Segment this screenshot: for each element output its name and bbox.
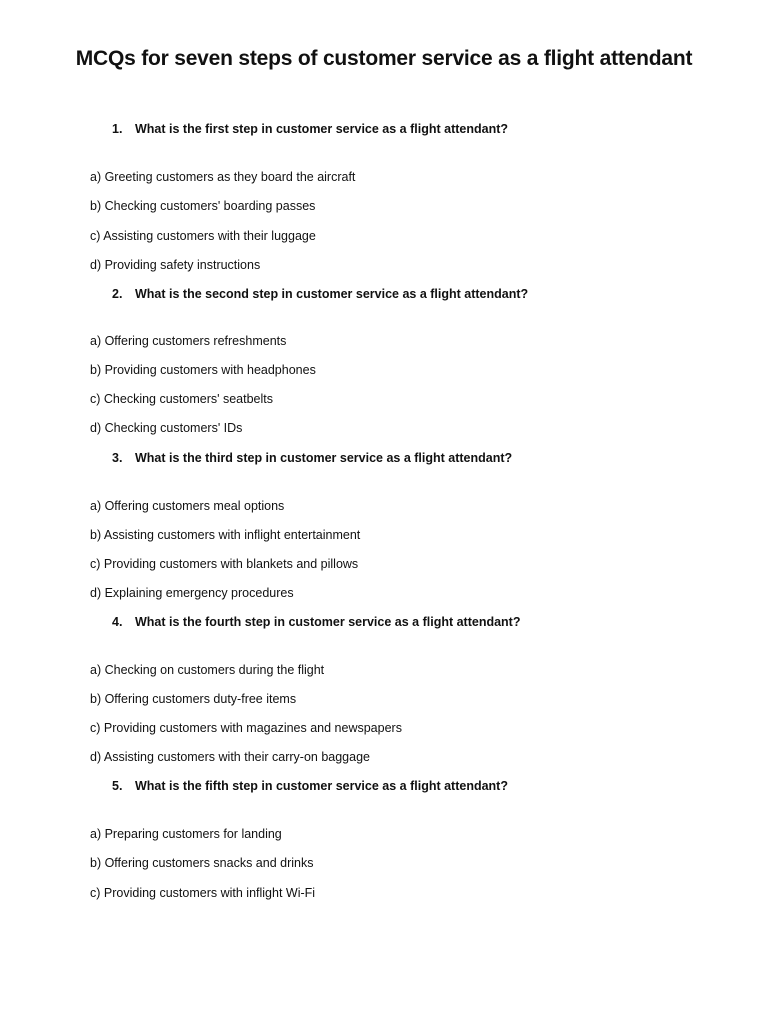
question-number: 1.: [112, 122, 123, 136]
question-number: 4.: [112, 615, 123, 629]
option-2c: c) Checking customers' seatbelts: [90, 392, 274, 406]
question-1: [112, 122, 508, 136]
option-2b: b) Providing customers with headphones: [90, 363, 316, 377]
question-text: What is the second step in customer service as a flight attendant?: [135, 287, 529, 301]
option-1c: c) Assisting customers with their luggage: [90, 229, 316, 243]
option-5b: b) Offering customers snacks and drinks: [90, 856, 314, 870]
question-text: What is the third step in customer service as a flight attendant?: [135, 451, 513, 465]
option-2d: d) Checking customers' IDs: [90, 421, 243, 435]
option-3d: d) Explaining emergency procedures: [90, 586, 294, 600]
option-3b: b) Assisting customers with inflight entertainment: [90, 528, 361, 542]
option-2a: a) Offering customers refreshments: [90, 334, 287, 348]
document-title: MCQs for seven steps of customer service as a flight attendant: [75, 47, 693, 70]
question-4: [112, 615, 520, 629]
question-text: What is the first step in customer service as a flight attendant?: [135, 122, 508, 136]
option-4b: b) Offering customers duty-free items: [90, 692, 297, 706]
option-4a: a) Checking on customers during the flight: [90, 663, 325, 677]
question-text: What is the fifth step in customer service as a flight attendant?: [135, 779, 508, 793]
question-2: [112, 287, 528, 301]
option-3c: c) Providing customers with blankets and pillows: [90, 557, 359, 571]
question-5: [112, 779, 508, 793]
option-4c: c) Providing customers with magazines and newspapers: [90, 721, 402, 735]
question-number: 5.: [112, 779, 123, 793]
question-number: 2.: [112, 287, 123, 301]
option-3a: a) Offering customers meal options: [90, 499, 285, 513]
option-5c: c) Providing customers with inflight Wi-Fi: [90, 886, 316, 900]
option-1d: d) Providing safety instructions: [90, 258, 261, 272]
question-3: [112, 451, 512, 465]
option-1a: a) Greeting customers as they board the aircraft: [90, 170, 356, 184]
question-text: What is the fourth step in customer service as a flight attendant?: [135, 615, 521, 629]
option-1b: b) Checking customers' boarding passes: [90, 199, 316, 213]
question-number: 3.: [112, 451, 123, 465]
option-5a: a) Preparing customers for landing: [90, 827, 282, 841]
option-4d: d) Assisting customers with their carry-on baggage: [90, 750, 370, 764]
